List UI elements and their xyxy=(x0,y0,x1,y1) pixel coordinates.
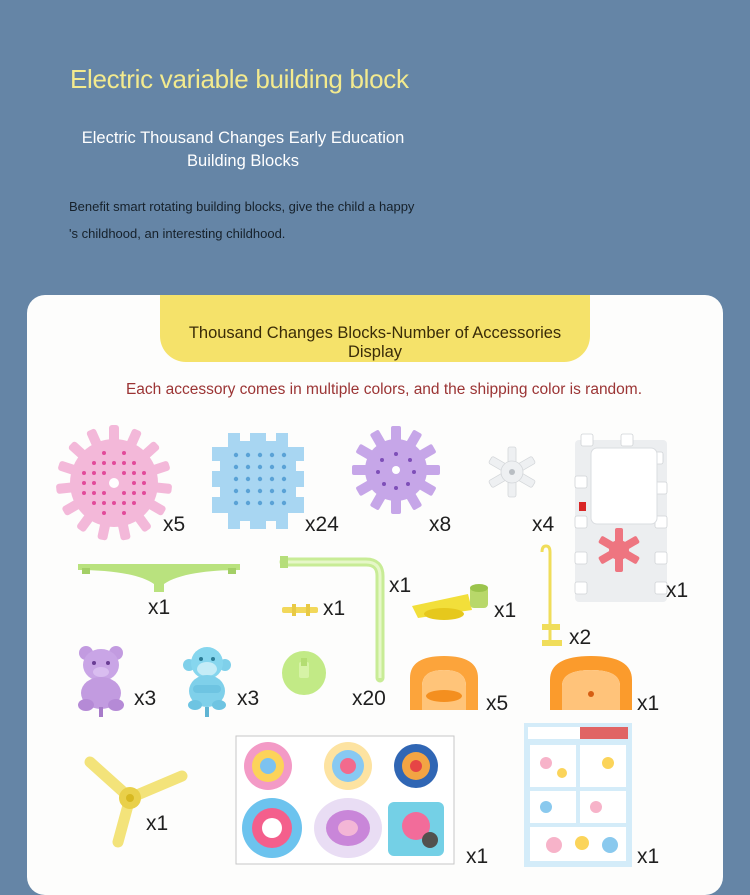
quantity-monkey: x3 xyxy=(237,687,260,710)
quantity-battery-box: x1 xyxy=(666,579,689,602)
quantity-funnel: x1 xyxy=(494,599,517,622)
quantity-blue-plate: x24 xyxy=(305,513,339,536)
orange-track-piece-icon xyxy=(410,656,478,710)
banner-title: Thousand Changes Blocks-Number of Accessories Display xyxy=(188,324,562,361)
quantity-spinner: x1 xyxy=(146,812,169,835)
yellow-funnel-icon xyxy=(408,584,494,628)
yellow-three-arm-spinner-icon xyxy=(80,752,190,848)
quantity-connector-disc: x20 xyxy=(352,687,386,710)
blue-monkey-figure-icon xyxy=(183,645,231,717)
quantity-track-piece: x5 xyxy=(486,692,509,715)
green-connector-disc-icon xyxy=(281,650,327,696)
page-subtitle: Electric Thousand Changes Early Education Building Blocks xyxy=(81,129,405,170)
purple-gear-icon xyxy=(352,426,440,514)
orange-track-end-icon xyxy=(550,656,632,710)
quantity-hook-rod: x2 xyxy=(569,626,592,649)
white-small-gear-icon xyxy=(486,446,538,498)
purple-bear-figure-icon xyxy=(74,645,128,717)
quantity-yellow-pin: x1 xyxy=(323,597,346,620)
instruction-manual-icon xyxy=(524,723,632,867)
quantity-bear: x3 xyxy=(134,687,157,710)
spinning-pattern-cards-icon xyxy=(236,736,454,864)
color-note: Each accessory comes in multiple colors, and the shipping color is random. xyxy=(125,381,643,398)
blue-base-plate-icon xyxy=(212,433,304,529)
quantity-pattern-cards: x1 xyxy=(466,845,489,868)
quantity-manual: x1 xyxy=(637,845,660,868)
quantity-white-gear: x4 xyxy=(532,513,555,536)
description-line-1: Benefit smart rotating building blocks, give the child a happy xyxy=(69,199,415,214)
quantity-support-arm: x1 xyxy=(148,596,171,619)
pink-gear-icon xyxy=(54,425,174,543)
quantity-purple-gear: x8 xyxy=(429,513,452,536)
quantity-bent-rod: x1 xyxy=(389,574,412,597)
quantity-track-end: x1 xyxy=(637,692,660,715)
description-line-2: 's childhood, an interesting childhood. xyxy=(69,226,286,241)
battery-box-motor-icon xyxy=(575,432,667,602)
yellow-hook-rod-icon xyxy=(536,544,566,648)
quantity-pink-gear: x5 xyxy=(163,513,186,536)
green-support-arm-icon xyxy=(78,562,240,592)
page-title: Electric variable building block xyxy=(70,64,409,94)
